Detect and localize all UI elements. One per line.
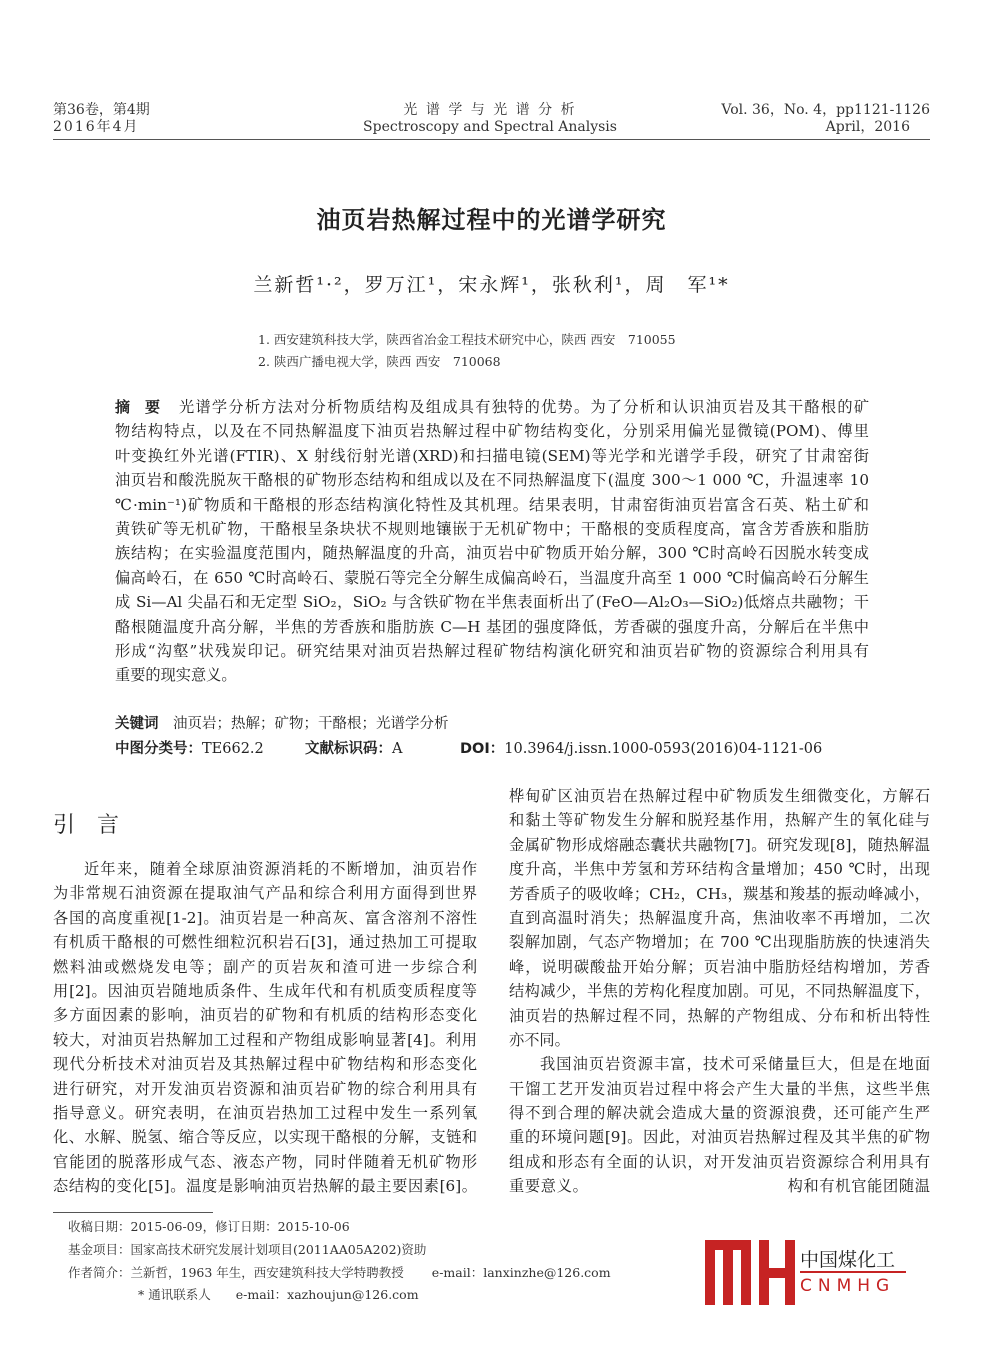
journal-volume [53, 102, 150, 136]
fund-info: 基金项目：国家高技术研究发展计划项目(2011AA05A202)资助 [68, 1241, 427, 1257]
journal-name-cn: 光 谱 学 与 光 谱 分 析 [403, 102, 577, 118]
text-line: 燃料油或燃烧发电等；副产的页岩灰和渣可进一步综合利 [53, 957, 477, 976]
watermark-logo [705, 1240, 920, 1305]
text-line: 形成“沟壑”状残炭印记。研究结果对油页岩热解过程矿物结构演化研究和油页岩矿物的资源综合利用具有 [115, 641, 869, 660]
keywords-value: 油页岩；热解；矿物；干酪根；光谱学分析 [173, 716, 449, 732]
cnmhg-logo-icon [705, 1240, 795, 1305]
text-line: 为非常规石油资源在提取油气产品和综合利用方面得到世界 [53, 884, 477, 903]
affiliation-1: 1. 西安建筑科技大学，陕西省冶金工程技术研究中心，陕西 西安 710055 [258, 332, 676, 347]
text-line: 得不到合理的解决就会造成大量的资源浪费，还可能产生严 [509, 1104, 930, 1123]
text-line: 有机质干酪根的可燃性细粒沉积岩石[3]，通过热加工可提取 [53, 933, 477, 952]
text-line: 指导意义。研究表明，在油页岩热加工过程中发生一系列氧 [53, 1103, 477, 1122]
text-line: 干馏工艺开发油页岩过程中将会产生大量的半焦，这些半焦 [509, 1079, 930, 1098]
text-line: 峰，说明碳酸盐开始分解；页岩油中脂肪烃结构增加，芳香 [509, 957, 930, 976]
text-line: 桦甸矿区油页岩在热解过程中矿物质发生细微变化，方解石 [509, 787, 930, 805]
document-code [305, 737, 402, 758]
text-line: 态结构的变化[5]。温度是影响油页岩热解的最主要因素[6]。 [53, 1177, 477, 1196]
author-list: 兰新哲¹·²，罗万江¹，宋永辉¹，张秋利¹，周 军¹* [253, 274, 730, 296]
bio-text: 作者简介：兰新哲，1963 年生，西安建筑科技大学特聘教授 [68, 1264, 404, 1280]
classification-label: 中图分类号： [115, 741, 202, 757]
text-line: 度升高，半焦中芳氢和芳环结构含量增加；450 ℃时，出现 [509, 860, 930, 879]
text-line: 用[2]。因油页岩随地质条件、生成年代和有机质变质程度等 [53, 981, 477, 1000]
text-line: 各国的高度重视[1-2]。油页岩是一种高灰、富含溶剂不溶性 [53, 908, 477, 927]
text-line: 化、水解、脱氢、缩合等反应，以实现干酪根的分解，支链和 [53, 1128, 477, 1147]
watermark-cn: 中国煤化工 [800, 1249, 896, 1271]
doi [460, 737, 822, 758]
footnote-rule [53, 1212, 213, 1213]
text-line: 官能团的脱落形成气态、液态产物，同时伴随着无机矿物形 [53, 1152, 477, 1171]
received-date: 收稿日期：2015-06-09，修订日期：2015-10-06 [68, 1219, 350, 1234]
text-line: 族结构；在实验温度范围内，随热解温度的升高，油页岩中矿物质开始分解，300 ℃时高岭石因脱水转变成 [115, 544, 869, 563]
text-line: 叶变换红外光谱(FTIR)、X 射线衍射光谱(XRD)和扫描电镜(SEM)等光学和光谱学手段，研究了甘肃窑街 [115, 446, 869, 465]
journal-pages [721, 102, 930, 136]
text-line: 光谱学分析方法对分析物质结构及组成具有独特的优势。为了分析和认识油页岩及其干酪根的矿 [179, 398, 869, 416]
text-line: 重要的现实意义。 [115, 666, 237, 685]
abstract-label: 摘 要 [115, 398, 161, 416]
header-rule [53, 139, 930, 140]
doi-value: 10.3964/j.issn.1000-0593(2016)04-1121-06 [504, 741, 823, 757]
abstract-body [115, 395, 869, 688]
text-line: 芳香质子的吸收峰；CH₂，CH₃，羰基和羧基的振动峰减小， [509, 884, 930, 903]
paper-title: 油页岩热解过程中的光谱学研究 [316, 206, 667, 234]
publish-month: April，2016 [825, 119, 910, 135]
text-line: 油页岩的热解过程不同，热解的产物组成、分布和析出特性 [509, 1006, 930, 1025]
text-line: 近年来，随着全球原油资源消耗的不断增加，油页岩作 [84, 860, 477, 878]
classification [115, 737, 264, 758]
left-column [53, 857, 477, 1198]
text-line: 油页岩和酸洗脱灰干酪根的矿物形态结构和组成以及在不同热解温度下(温度 300～1 000 ℃，升温速率 10 [115, 471, 869, 490]
section-heading: 引 言 [53, 813, 120, 838]
affiliation-2: 2. 陕西广播电视大学，陕西 西安 710068 [258, 354, 501, 369]
text-line: 亦不同。 [509, 1030, 570, 1049]
text-line: 物结构特点，以及在不同热解温度下油页岩热解过程中矿物结构变化，分别采用偏光显微镜(POM)、傅里 [115, 422, 869, 441]
text-line: 黄铁矿等无机矿物，干酪根呈条块状不规则地镶嵌于无机矿物中；干酪根的变质程度高，富含芳香族和脂肪 [115, 519, 869, 538]
text-line: 酪根随温度升高分解，半焦的芳香族和脂肪族 C—H 基团的强度降低，芳香碳的强度升高，分解后在半焦中 [115, 617, 869, 636]
watermark-en: CNMHG [800, 1276, 896, 1296]
corresponding-author: * 通讯联系人 e-mail：xazhoujun@126.com [138, 1287, 419, 1303]
journal-name-en: Spectroscopy and Spectral Analysis [363, 119, 617, 135]
keywords-label: 关键词 [115, 716, 159, 732]
text-line: 偏高岭石，在 650 ℃时高岭石、蒙脱石等完全分解生成偏高岭石，当温度升高至 1 000 ℃时偏高岭石分解生 [115, 568, 869, 587]
issue-date: 2016年4月 [53, 119, 140, 135]
right-column [509, 784, 930, 1199]
classification-value: TE662.2 [202, 741, 264, 757]
keywords [115, 712, 449, 733]
text-line: 和黏土等矿物发生分解和脱羟基作用，热解产生的氧化硅与 [509, 811, 930, 830]
document-code-label: 文献标识码： [305, 741, 392, 757]
document-code-value: A [392, 741, 403, 757]
text-line: 金属矿物形成熔融态囊状共融物[7]。研究发现[8]，随热解温 [509, 835, 930, 854]
footnotes [68, 1216, 611, 1307]
author-email: e-mail：lanxinzhe@126.com [431, 1264, 611, 1280]
text-line: ℃·min⁻¹)矿物质和干酪根的形态结构演化特性及其机理。结果表明，甘肃窑街油页岩富含石英、粘土矿和 [115, 495, 869, 514]
text-line: 裂解加剧，气态产物增加；在 700 ℃出现脂肪族的快速消失 [509, 933, 930, 952]
text-line: 重要意义。 构和有机官能团随温 [509, 1177, 930, 1196]
text-line: 成 Si—Al 尖晶石和无定型 SiO₂，SiO₂ 与含铁矿物在半焦表面析出了(FeO—Al₂O₃—SiO₂)低熔点共融物；干 [115, 593, 869, 612]
text-line: 我国油页岩资源丰富，技术可采储量巨大，但是在地面 [540, 1055, 930, 1074]
journal-name [340, 102, 640, 136]
volume-pages: Vol. 36，No. 4，pp1121-1126 [721, 102, 930, 118]
text-line: 进行研究，对开发油页岩资源和油页岩矿物的综合利用具有 [53, 1079, 477, 1098]
text-line: 多方面因素的影响，油页岩的矿物和有机质的结构形态变化 [53, 1006, 477, 1025]
text-line: 重的环境问题[9]。因此，对油页岩热解过程及其半焦的矿物 [509, 1128, 930, 1147]
author-bio [68, 1262, 611, 1285]
abstract [115, 395, 869, 688]
watermark-underline [800, 1271, 906, 1273]
volume-issue: 第36卷，第4期 [53, 102, 150, 118]
doi-label: DOI： [460, 741, 505, 757]
text-line: 组成和形态有全面的认识，对开发油页岩资源综合利用具有 [509, 1152, 930, 1171]
text-line: 较大，对油页岩热解加工过程和产物组成影响显著[4]。利用 [53, 1030, 477, 1049]
text-line: 现代分析技术对油页岩及其热解过程中矿物结构和形态变化 [53, 1055, 477, 1074]
text-line: 直到高温时消失；热解温度升高，焦油收率不再增加，二次 [509, 908, 930, 927]
text-line: 结构减少，半焦的芳构化程度加剧。可见，不同热解温度下， [509, 982, 930, 1001]
